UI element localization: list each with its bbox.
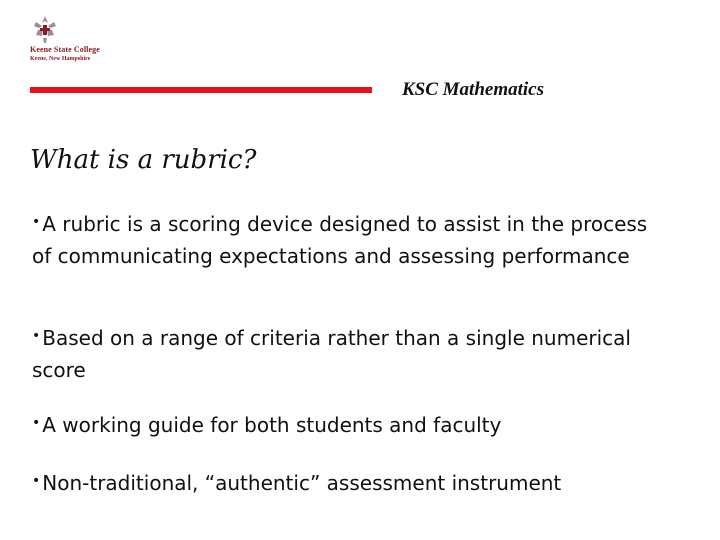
- bullet-marker: •: [32, 328, 41, 344]
- header-label: KSC Mathematics: [402, 79, 544, 100]
- bullet-item: [32, 320, 672, 386]
- bullet-item: [32, 407, 672, 441]
- bullet-marker: •: [32, 473, 41, 489]
- bullet-marker: •: [32, 214, 41, 230]
- header-rule: [30, 87, 372, 93]
- college-name: Keene State College: [30, 45, 100, 54]
- college-location: Keene, New Hampshire: [30, 56, 91, 62]
- college-logo: [28, 14, 128, 70]
- bullet-marker: •: [32, 415, 41, 431]
- slide-title: What is a rubric?: [30, 145, 257, 175]
- bullet-text: Non-traditional, “authentic” assessment instrument: [42, 471, 562, 495]
- bullet-item: [32, 465, 672, 499]
- bullet-text: A rubric is a scoring device designed to assist in the process of communicating expectations and assessing performance: [32, 212, 648, 268]
- bullet-text: A working guide for both students and faculty: [42, 413, 502, 437]
- bullet-text: Based on a range of criteria rather than a single numerical score: [32, 326, 631, 382]
- crest-icon: [30, 14, 60, 44]
- bullet-item: [32, 206, 672, 272]
